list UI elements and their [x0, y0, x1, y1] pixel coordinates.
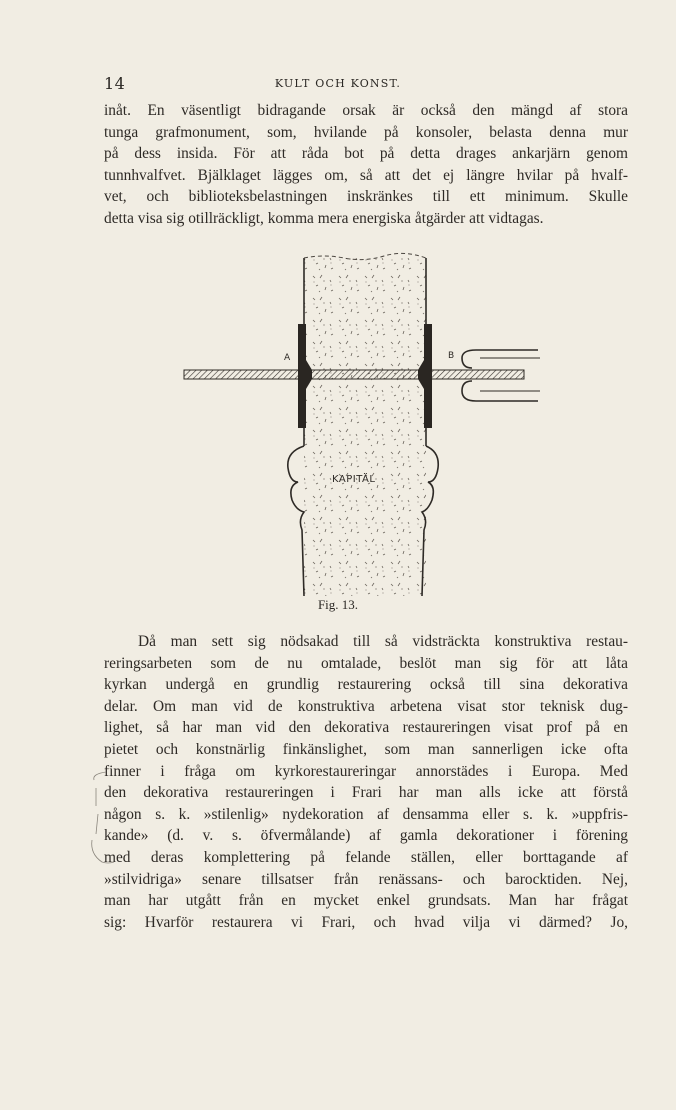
text-line: detta visa sig otillräckligt, komma mera energiska åtgärder att vidtagas.	[104, 209, 544, 227]
text-line: med deras komplettering på felande ställen, eller borttagande af	[104, 848, 628, 866]
text-line: tunga grafmonument, som, hvilande på konsoler, belasta denna mur	[104, 123, 628, 141]
text-line: vet, och biblioteksbelastningen inskränkes till ett minimum. Skulle	[104, 188, 628, 206]
text-line: den dekorativa restaureringen i Frari har man alls icke att förstå	[104, 784, 628, 802]
paragraph-2	[104, 631, 628, 933]
text-line: lighet, så har man vid den dekorativa restaureringen visat prof på en	[104, 719, 628, 737]
text-line: tunnhvalfvet. Bjälklaget lägges om, så att det ej längre hvilar på hvalf-	[104, 166, 628, 184]
figure-caption: Fig. 13.	[317, 597, 359, 612]
text-line: pietet och konstnärlig finkänslighet, som man sannerligen icke ofta	[104, 740, 628, 758]
text-line: kande» (d. v. s. öfvermålande) af gamla dekorationer i förening	[104, 827, 628, 845]
text-line: delar. Om man vid de konstruktiva arbetena visat stor teknisk dug-	[104, 697, 628, 715]
label-b: B	[448, 351, 455, 361]
figure-13-anchor-diagram	[180, 250, 550, 596]
text-line: finner i fråga om kyrkorestaureringar annorstädes i Europa. Med	[104, 762, 628, 780]
text-line: Då man sett sig nödsakad till så vidsträckta konstruktiva restau-	[138, 633, 628, 650]
label-a: A	[284, 353, 291, 363]
text-line: man har utgått från en mycket enkel grundsats. Man har frågat	[104, 892, 628, 910]
page-number: 14	[104, 74, 126, 93]
text-line: sig: Hvarför restaurera vi Frari, och hvad vilja vi därmed? Jo,	[104, 913, 628, 931]
text-line: inåt. En väsentligt bidragande orsak är också den mängd af stora	[104, 102, 628, 119]
wall-section	[304, 253, 426, 596]
label-kapital: KAPITÄL	[332, 474, 376, 485]
text-line: någon s. k. »stilenlig» nydekoration af densamma eller s. k. »uppfris-	[104, 805, 628, 823]
anchor-rod	[184, 370, 524, 379]
text-line: på dess insida. För att råda bot på detta drages ankarjärn genom	[104, 145, 628, 163]
text-line: reringsarbeten som de nu omtalade, beslöt man sig för att låta	[104, 654, 628, 672]
paragraph-1	[104, 100, 628, 230]
margin-pencil-mark	[86, 770, 116, 880]
running-title: KULT OCH KONST.	[274, 77, 402, 90]
text-line: »stilvidriga» senare tillsatser från renässans- och barocktiden. Nej,	[104, 870, 628, 888]
text-line: kyrkan undergå en grundlig restaurering också till sina dekorativa	[104, 676, 628, 694]
